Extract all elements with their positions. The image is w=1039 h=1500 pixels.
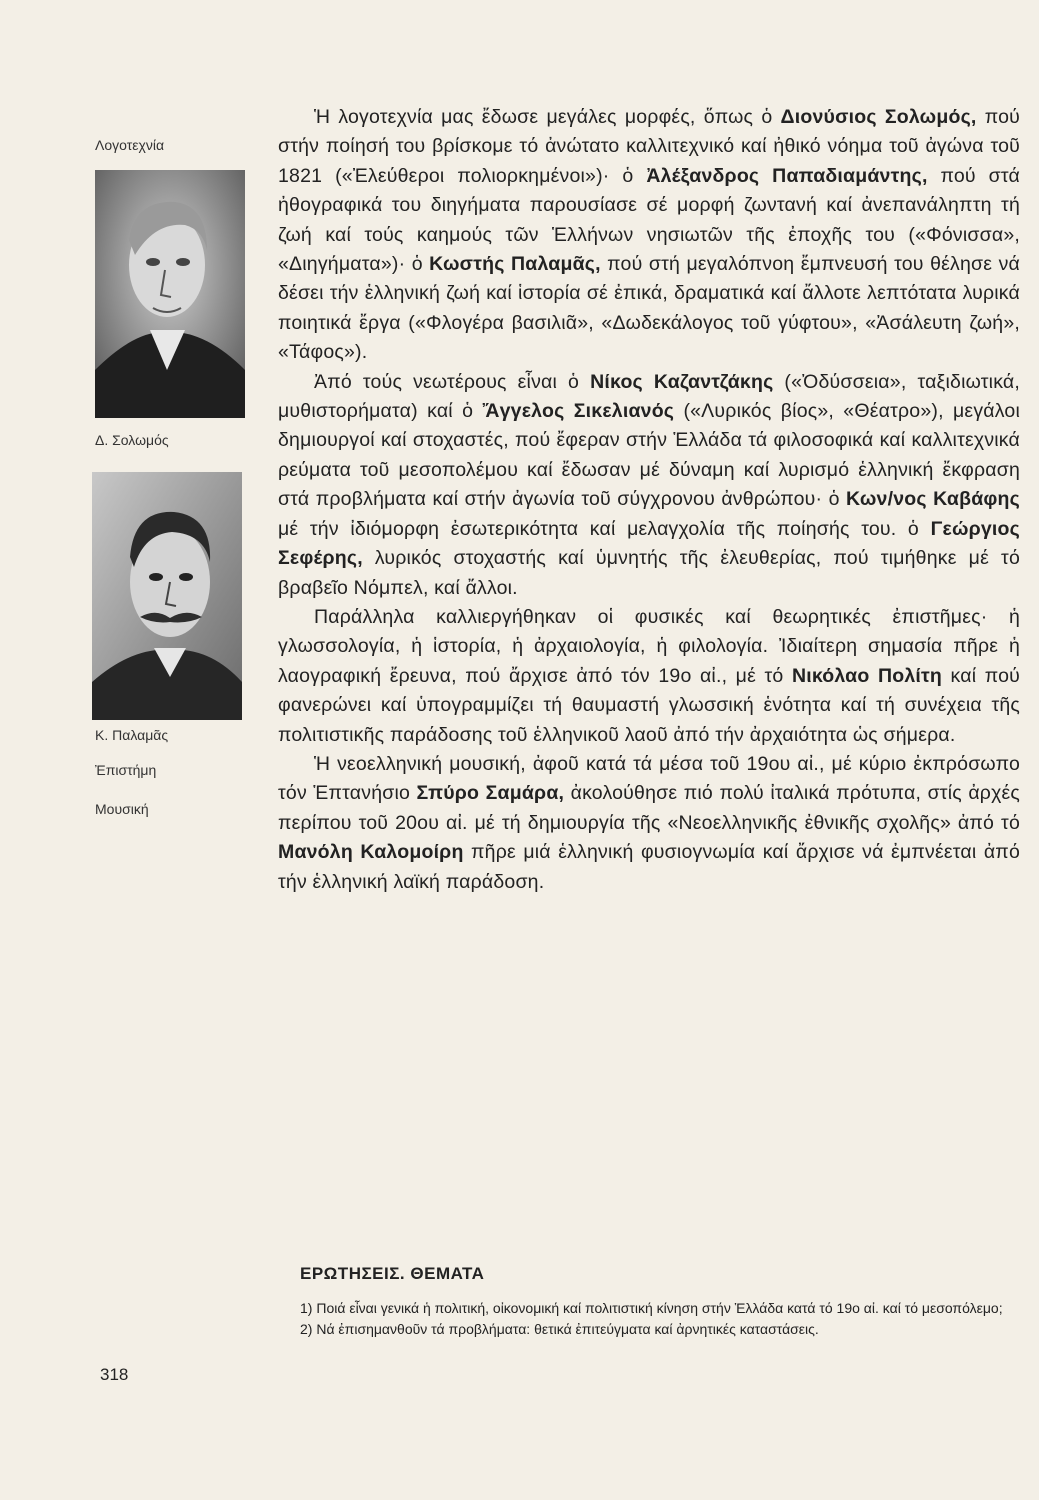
- paragraph: [278, 603, 1020, 750]
- paragraph: [278, 103, 1020, 368]
- question-item: 2) Νά ἐπισημανθοῦν τά προβλήματα: θετικά ἐπιτεύγματα καί ἀρνητικές καταστάσεις.: [300, 1320, 819, 1337]
- paragraph: [278, 368, 1020, 603]
- portrait-solomos: [95, 170, 245, 418]
- bold-name: Σπύρο Σαμάρα,: [416, 782, 565, 805]
- bold-name: Γεώργιος Σεφέρης,: [278, 517, 1020, 570]
- bold-name: Μανόλη Καλομοίρη: [278, 841, 464, 864]
- bold-name: Ἄγγελος Σικελιανός: [482, 400, 675, 423]
- caption-solomos: Δ. Σολωμός: [95, 432, 169, 448]
- bold-name: Διονύσιος Σολωμός,: [780, 106, 977, 128]
- portrait-palamas: [92, 472, 242, 720]
- sidebar-label-music: Μουσική: [95, 801, 149, 817]
- question-item: 1) Ποιά εἶναι γενικά ἡ πολιτική, οἰκονομική καί πολιτιστική κίνηση στήν Ἑλλάδα κατά τό 19ο αἰ. καί τό μεσοπόλεμο;: [300, 1300, 1003, 1316]
- text-run: λυρικός στοχαστής καί ὑμνητής τῆς ἐλευθερίας, πού τιμήθηκε μέ τό βραβεῖο Νόμπελ, καί ἄλλοι.: [278, 547, 1020, 599]
- sidebar-label-literature: Λογοτεχνία: [95, 137, 165, 153]
- bold-name: Κων/νος Καβάφης: [846, 488, 1020, 511]
- text-run: («Λυρικός βίος», «Θέατρο»), μεγάλοι δημιουργοί καί στοχαστές, πού ἔφεραν στήν Ἑλλάδα τά φιλοσοφικά καί καλλιτεχνικά ρεύματα τοῦ μεσοπολέμου καί ἔδωσαν μέ δύναμη καί λυρισμό ἑλληνική ἔκφραση στά προβλήματα καί στήν ἀγωνία τοῦ σύγχρονου ἀνθρώπου· ὁ: [278, 400, 1020, 511]
- caption-palamas: Κ. Παλαμᾶς: [95, 727, 169, 743]
- questions-list: [300, 1298, 1020, 1339]
- text-run: ἀκολούθησε πιό πολύ ἰταλικά πρότυπα, στίς ἀρχές περίπου τοῦ 20ου αἰ. μέ τή δημιουργία τῆς «Νεοελληνικῆς ἐθνικῆς σχολῆς» ἀπό τό: [278, 782, 1021, 834]
- text-run: πῆρε μιά ἑλληνική φυσιογνωμία καί ἄρχισε νά ἐμπνέεται ἀπό τήν ἑλληνική λαϊκή παράδοση.: [278, 841, 1020, 893]
- text-run: Παράλληλα καλλιεργήθηκαν οἱ φυσικές καί θεωρητικές ἐπιστῆμες· ἡ γλωσσολογία, ἡ ἱστορία, ἡ ἀρχαιολογία, ἡ φιλολογία. Ἰδιαίτερη σημασία πῆρε ἡ λαογραφική ἔρευνα, πού ἄρχισε ἀπό τόν 19ο αἰ., μέ τό: [278, 605, 1020, 687]
- questions-title: ΕΡΩΤΗΣΕΙΣ. ΘΕΜΑΤΑ: [300, 1264, 485, 1283]
- text-run: πού στή μεγαλόπνοη ἔμπνευσή του θέλησε νά δέσει τήν ἑλληνική ζωή καί ἱστορία σέ ἐπικά, δραματικά καί ἄλλοτε λεπτότατα λυρικά ποιητικά ἔργα («Φλογέρα βασιλιᾶ», «Δωδεκάλογος τοῦ γύφτου», «Ἀσάλευτη ζωή», «Τάφος»).: [278, 253, 1020, 364]
- main-text: [278, 103, 1020, 897]
- bold-name: Νικόλαο Πολίτη: [791, 664, 943, 687]
- page-number: 318: [100, 1365, 129, 1384]
- text-run: πού στήν ποίησή του βρίσκομε τό ἀνώτατο καλλιτεχνικό καί ἠθικό νόημα τοῦ ἀγώνα τοῦ 1821 («Ἐλεύθεροι πολιορκημένοι»)· ὁ: [278, 106, 1020, 187]
- text-run: Ἡ νεοελληνική μουσική, ἀφοῦ κατά τά μέσα τοῦ 19ου αἰ., μέ κύριο ἐκπρόσωπο τόν Ἑπτανήσιο: [278, 752, 1020, 805]
- text-run: Ἡ λογοτεχνία μας ἔδωσε μεγάλες μορφές, ὅπως ὁ: [314, 106, 781, 128]
- text-run: πού στά ἠθογραφικά του διηγήματα παρουσίασε σέ μορφή ζωντανή καί ἀνεπανάληπτη τή ζωή καί τούς καημούς τῶν Ἑλλήνων νησιωτῶν τῆς ἐποχῆς του («Φόνισσα», «Διηγήματα»)· ὁ: [278, 164, 1020, 276]
- sidebar-label-science: Ἐπιστήμη: [95, 762, 157, 778]
- text-run: μέ τήν ἰδιόμορφη ἐσωτερικότητα καί μελαγχολία τῆς ποίησής του. ὁ: [278, 517, 931, 540]
- paragraph: [278, 750, 1020, 897]
- text-run: («Ὀδύσσεια», ταξιδιωτικά, μυθιστορήματα) καί ὁ: [278, 370, 1020, 423]
- bold-name: Κωστής Παλαμᾶς,: [429, 253, 601, 276]
- bold-name: Νίκος Καζαντζάκης: [590, 370, 774, 393]
- text-run: καί πού φανερώνει καί ὑπογραμμίζει τή θαυμαστή γλωσσική ἑνότητα καί τή συνέχεια τῆς πολιτιστικῆς παράδοσης τοῦ ἑλληνικοῦ λαοῦ ἀπό τήν ἀρχαιότητα ὡς σήμερα.: [278, 664, 1021, 746]
- text-run: Ἀπό τούς νεωτέρους εἶναι ὁ: [314, 370, 591, 393]
- bold-name: Ἀλέξανδρος Παπαδιαμάντης,: [646, 164, 928, 187]
